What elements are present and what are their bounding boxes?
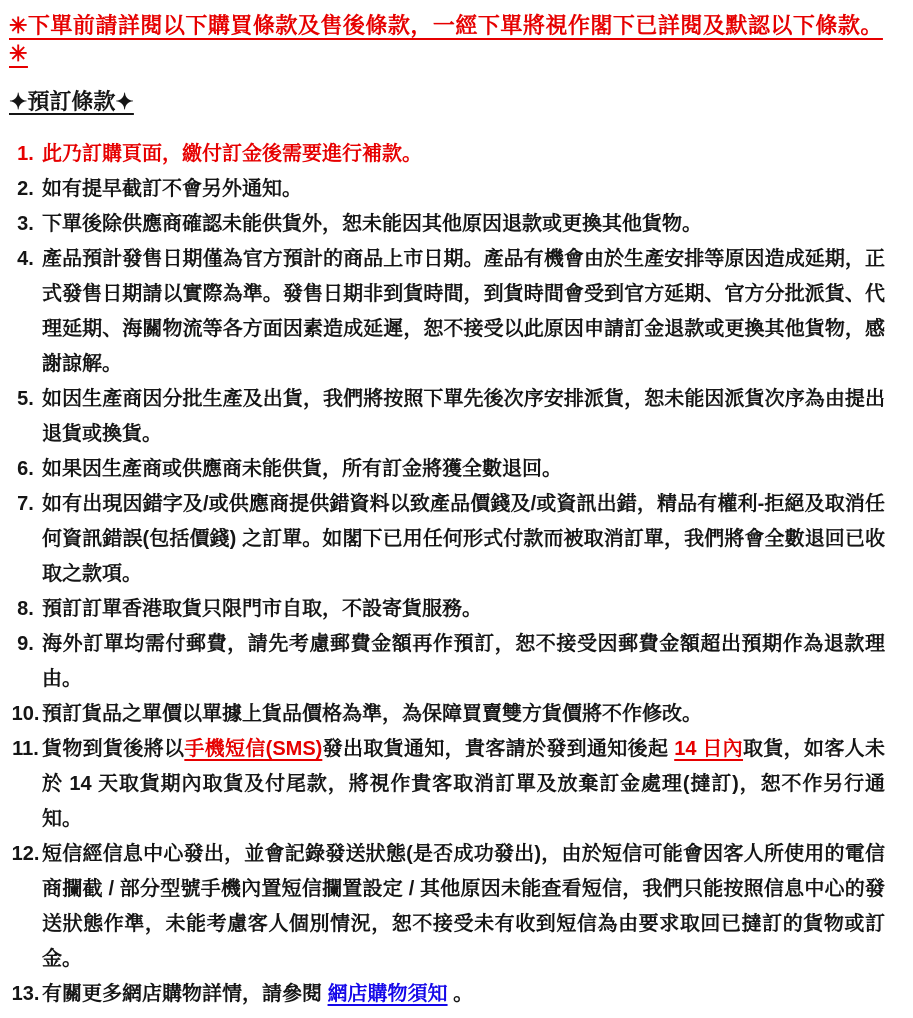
term-text — [42, 627, 901, 697]
term-number: 13. — [11, 983, 40, 1005]
term-item — [9, 837, 901, 977]
section-heading-preorder-terms: ✦預訂條款✦ — [9, 89, 134, 114]
term-item — [9, 627, 901, 697]
term-text — [42, 207, 901, 242]
term-text — [42, 732, 901, 837]
term-number: 7. — [17, 493, 34, 515]
term-text-segment: 產品預計發售日期僅為官方預計的商品上市日期。產品有機會由於生產安排等原因造成延期，正式發售日期請以實際為準。發售日期非到貨時間，到貨時間會受到官方延期、官方分批派貨、代理延期、海關物流等各方面因素造成延遲，恕不接受以此原因申請訂金退款或更換其他貨物，感謝諒解。 — [42, 248, 885, 375]
term-number: 5. — [17, 388, 34, 410]
term-text — [42, 172, 901, 207]
term-item — [9, 732, 901, 837]
term-text-segment: 海外訂單均需付郵費，請先考慮郵費金額再作預訂，恕不接受因郵費金額超出預期作為退款理由。 — [42, 633, 885, 690]
term-text-segment: 如有提早截訂不會另外通知。 — [42, 178, 302, 200]
term-item — [9, 592, 901, 627]
term-text — [42, 242, 901, 382]
term-text — [42, 697, 901, 732]
term-text-segment: 。 — [447, 983, 474, 1005]
term-text-segment: 取貨，如客人未於 14 天取貨期內取貨及付尾款，將視作貴客取消訂單及放棄訂金處理(撻訂)，恕不作另行通知。 — [42, 738, 886, 830]
term-number: 4. — [17, 248, 34, 270]
term-number: 2. — [17, 178, 34, 200]
term-text — [42, 382, 901, 452]
term-text-segment: 發出取貨通知，貴客請於發到通知後起 — [322, 738, 675, 760]
term-number: 10. — [11, 703, 40, 725]
section-heading-row — [9, 88, 901, 137]
term-item — [9, 382, 901, 452]
shop-notice-link[interactable]: 網店購物須知 — [327, 983, 448, 1005]
terms-list — [9, 137, 901, 1012]
term-text-segment: 如因生產商因分批生產及出貨，我們將按照下單先後次序安排派貨，恕未能因派貨次序為由提出退貨或換貨。 — [42, 388, 885, 445]
term-text — [42, 487, 901, 592]
term-text — [42, 837, 901, 977]
term-text-segment: 貨物到貨後將以 — [42, 738, 185, 760]
term-item — [9, 137, 901, 172]
term-number: 9. — [17, 633, 34, 655]
term-text-segment: 預訂貨品之單價以單據上貨品價格為準，為保障買賣雙方貨價將不作修改。 — [42, 703, 702, 725]
term-item — [9, 172, 901, 207]
term-number: 11. — [12, 738, 39, 760]
highlight-red: 手機短信(SMS) — [184, 738, 323, 760]
term-text-segment: 預訂訂單香港取貨只限門市自取，不設寄貨服務。 — [42, 598, 482, 620]
term-text-segment: 此乃訂購頁面，繳付訂金後需要進行補款。 — [42, 143, 422, 165]
notice-title: ✳下單前請詳閱以下購買條款及售後條款，一經下單將視作閣下已詳閱及默認以下條款。✳ — [9, 13, 883, 66]
term-text — [42, 452, 901, 487]
term-item — [9, 452, 901, 487]
term-item — [9, 207, 901, 242]
term-text-segment: 短信經信息中心發出，並會記錄發送狀態(是否成功發出)，由於短信可能會因客人所使用的電信商攔截 / 部分型號手機內置短信攔置設定 / 其他原因未能查看短信，我們只能按照信息中心的發送狀態作準，未能考慮客人個別情況，恕不接受未有收到短信為由要求取回已撻訂的貨物或訂金。 — [42, 843, 885, 970]
term-number: 8. — [17, 598, 34, 620]
term-item — [9, 242, 901, 382]
term-number: 3. — [17, 213, 34, 235]
term-item — [9, 487, 901, 592]
term-item — [9, 697, 901, 732]
term-item — [9, 977, 901, 1012]
term-text-segment: 如果因生產商或供應商未能供貨，所有訂金將獲全數退回。 — [42, 458, 562, 480]
highlight-red: 14 日內 — [674, 738, 744, 760]
term-text — [42, 592, 901, 627]
term-text-segment: 如有出現因錯字及/或供應商提供錯資料以致產品價錢及/或資訊出錯，精品有權利-拒絕及取消任何資訊錯誤(包括價錢) 之訂單。如閣下已用任何形式付款而被取消訂單，我們將會全數退回已收取之款項。 — [42, 493, 885, 585]
term-text-segment: 下單後除供應商確認未能供貨外，恕未能因其他原因退款或更換其他貨物。 — [42, 213, 702, 235]
term-text-segment: 有關更多網店購物詳情，請參閱 — [42, 983, 328, 1005]
term-number: 12. — [11, 843, 40, 865]
term-text — [42, 137, 901, 172]
term-number: 6. — [17, 458, 34, 480]
term-text — [42, 977, 901, 1012]
term-number: 1. — [17, 143, 34, 165]
